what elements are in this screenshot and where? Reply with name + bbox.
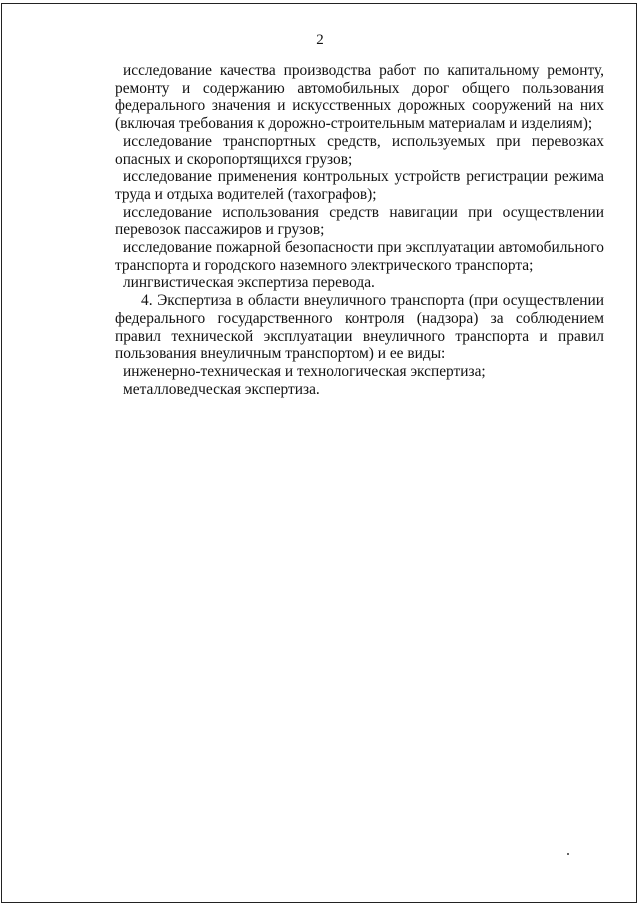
paragraph-tachographs-research: исследование применения контрольных устройств регистрации режима труда и отдыха водителей (тахографов); xyxy=(115,168,604,203)
paragraph-fire-safety-research: исследование пожарной безопасности при эксплуатации автомобильного транспорта и городского наземного электрического транспорта; xyxy=(115,239,604,274)
paragraph-navigation-research: исследование использования средств навигации при осуществлении перевозок пассажиров и грузов; xyxy=(115,203,604,239)
page-number: 2 xyxy=(316,32,324,48)
paragraph-metallurgical-expertise: металловедческая экспертиза. xyxy=(123,380,320,398)
paragraph-linguistic-expertise: лингвистическая экспертиза перевода. xyxy=(123,274,375,292)
scan-speck xyxy=(567,853,569,855)
paragraph-item-4-off-street-transport: 4. Экспертиза в области внеуличного транспорта (при осуществлении федерального государственного контроля (надзора) за соблюдением правил технической эксплуатации внеуличного транспорта и правил пользования внеуличным транспортом) и ее виды: xyxy=(115,292,604,363)
document-body xyxy=(115,62,604,398)
paragraph-vehicles-research: исследование транспортных средств, используемых при перевозках опасных и скоропортящихся грузов; xyxy=(115,132,604,168)
paragraph-road-works-research: исследование качества производства работ по капитальному ремонту, ремонту и содержанию автомобильных дорог общего пользования федерального значения и искусственных дорожных сооружений на них (включая требования к дорожно-строительным материалам и изделиям); xyxy=(115,62,604,133)
paragraph-engineering-expertise: инженерно-техническая и технологическая экспертиза; xyxy=(123,362,486,380)
